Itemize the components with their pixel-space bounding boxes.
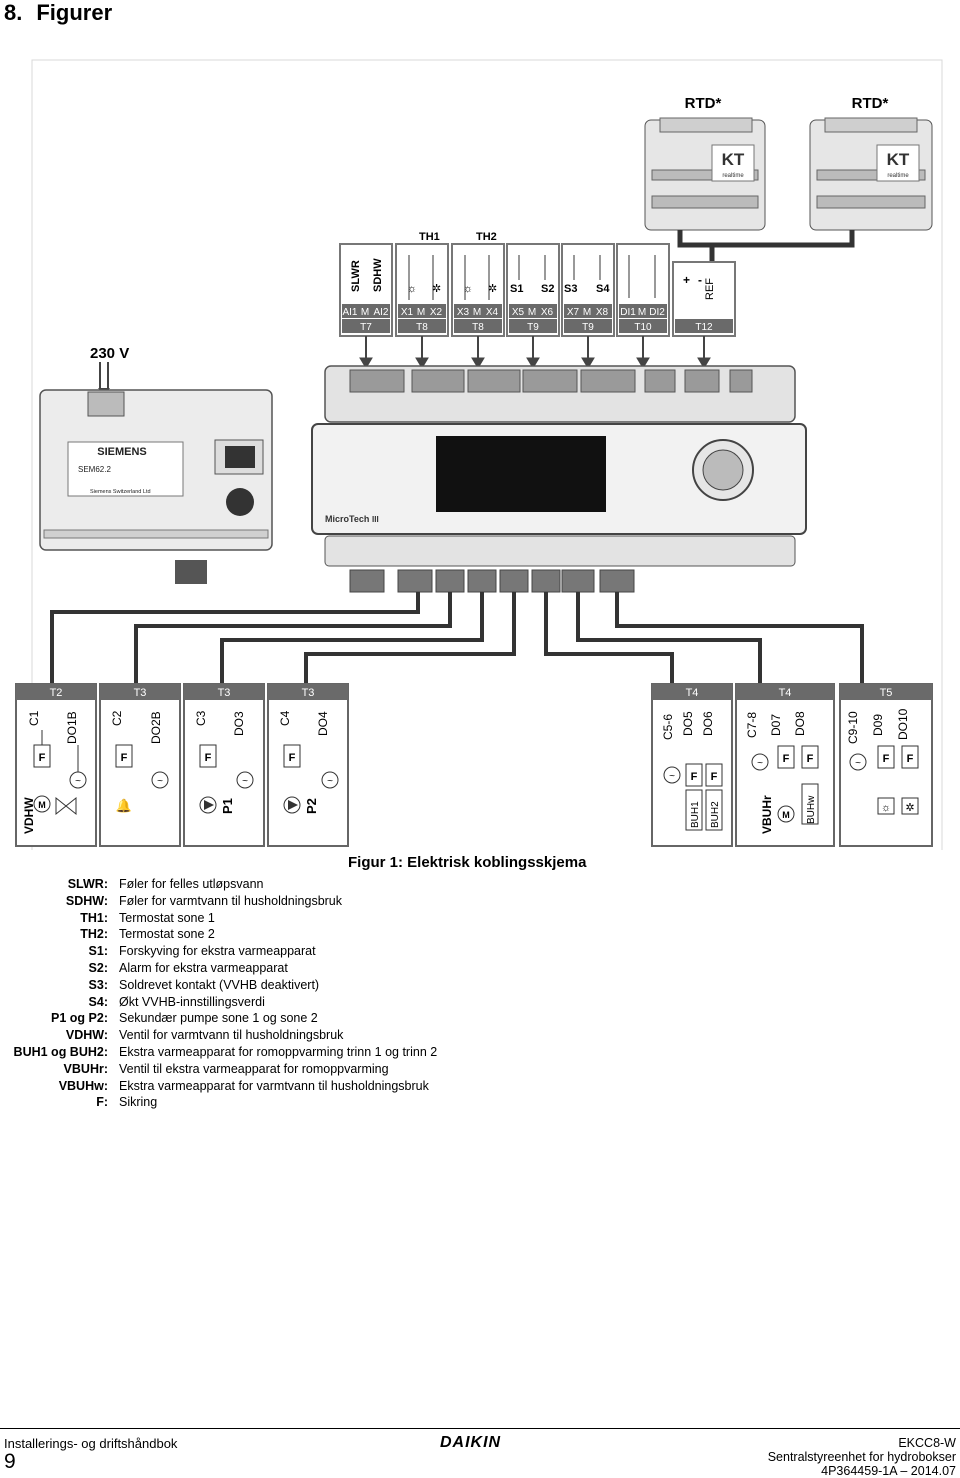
fuse-symbol: F <box>120 752 128 764</box>
legend-abbr: BUH1 og BUH2: <box>13 1044 108 1059</box>
legend-desc: Forskyving for ekstra varmeapparat <box>119 944 316 959</box>
module-t3-p2 <box>268 684 348 846</box>
legend-desc: Termostat sone 1 <box>119 910 215 925</box>
legend <box>0 876 437 1111</box>
microtech-label: MicroTech <box>325 514 370 524</box>
legend-desc: Føler for varmtvann til husholdningsbruk <box>119 893 343 908</box>
terminal-b: DO3 <box>232 711 246 736</box>
legend-desc: Føler for felles utløpsvann <box>119 877 264 891</box>
load-buhw: BUHw <box>806 795 817 824</box>
module-t4-vbuhr <box>736 684 834 846</box>
siemens-footer: Siemens Switzerland Ltd <box>90 489 151 495</box>
legend-row <box>0 1094 437 1111</box>
pin-ai1: AI1 <box>342 307 358 318</box>
svg-text:☼: ☼ <box>463 283 474 295</box>
svg-text:~: ~ <box>157 776 163 787</box>
daikin-logo: DAIKIN <box>440 1434 502 1451</box>
terminal-a: C1 <box>27 710 41 726</box>
legend-row <box>0 1078 437 1095</box>
motor-symbol: M <box>38 800 46 810</box>
pin-m: M <box>360 307 370 318</box>
module-t3-c2 <box>100 684 180 846</box>
group-label: T3 <box>133 687 147 699</box>
module-t3-p1 <box>184 684 264 846</box>
group-label: T5 <box>879 687 893 699</box>
group-label: T4 <box>778 687 792 699</box>
terminal-b: D07 <box>769 713 783 736</box>
legend-row <box>0 977 437 994</box>
terminal-t8b <box>452 244 504 336</box>
footer-doc-code: 4P364459-1A – 2014.07 <box>821 1464 956 1478</box>
siemens-brand: SIEMENS <box>97 446 147 458</box>
terminal-t7 <box>340 244 392 336</box>
legend-abbr: S3: <box>88 977 108 992</box>
pin-x8: X8 <box>595 307 609 318</box>
load-buh2: BUH2 <box>710 801 721 828</box>
svg-text:~: ~ <box>75 776 81 787</box>
group-t10: T10 <box>634 322 652 333</box>
ref-label: REF <box>704 278 716 300</box>
terminal-a: C5-6 <box>661 713 675 740</box>
terminal-t10 <box>617 244 669 336</box>
legend-abbr: F: <box>96 1095 108 1110</box>
legend-abbr: VDHW: <box>65 1028 108 1043</box>
s2-label: S2 <box>541 283 555 295</box>
pin-x6: X6 <box>540 307 554 318</box>
legend-desc: Ventil for varmtvann til husholdningsbruk <box>119 1028 344 1043</box>
s3-label: S3 <box>564 283 578 295</box>
svg-text:✲: ✲ <box>488 283 498 295</box>
svg-text:~: ~ <box>855 758 861 769</box>
pin-x5: X5 <box>511 307 525 318</box>
side-label: VDHW <box>22 797 36 834</box>
terminal-b: D09 <box>871 713 885 736</box>
pin-m: M <box>582 307 592 318</box>
legend-row <box>0 1044 437 1061</box>
legend-desc: Ventil til ekstra varmeapparat for romoppvarming <box>119 1061 389 1076</box>
motor-symbol: M <box>782 810 790 820</box>
legend-abbr: VBUHr: <box>63 1061 108 1076</box>
terminal-a: C9-10 <box>846 711 860 744</box>
fuse-symbol: F <box>710 771 718 783</box>
terminal-b: DO5 <box>681 711 695 736</box>
module-t2-vdhw <box>16 684 96 846</box>
fuse-symbol: F <box>906 753 914 765</box>
terminal-a: C3 <box>194 710 208 726</box>
microtech-controller <box>312 366 806 592</box>
group-label: T2 <box>49 687 63 699</box>
bell-icon: 🔔 <box>115 798 133 813</box>
legend-abbr: TH2: <box>80 927 108 942</box>
group-t9: T9 <box>527 322 539 333</box>
sdhw-label: SDHW <box>372 258 384 292</box>
legend-row <box>0 893 437 910</box>
module-t4-buh <box>652 684 732 846</box>
legend-desc: Ekstra varmeapparat for romoppvarming trinn 1 og trinn 2 <box>119 1044 438 1059</box>
pin-x3: X3 <box>456 307 470 318</box>
rtd-label-1: RTD* <box>684 95 722 112</box>
group-label: T3 <box>217 687 231 699</box>
section-title: Figurer <box>36 0 113 25</box>
fuse-symbol: F <box>38 752 46 764</box>
section-number: 8. <box>4 0 23 25</box>
plus-label: + <box>683 273 691 287</box>
fuse-symbol: F <box>782 753 790 765</box>
s4-label: S4 <box>596 283 610 295</box>
legend-abbr: S2: <box>88 960 108 975</box>
pin-ai2: AI2 <box>373 307 389 318</box>
legend-row <box>0 1061 437 1078</box>
th1-label: TH1 <box>419 231 440 243</box>
legend-desc: Ekstra varmeapparat for varmtvann til husholdningsbruk <box>119 1078 429 1093</box>
group-t12: T12 <box>695 322 713 333</box>
footer-model: EKCC8-W <box>898 1436 956 1450</box>
fuse-symbol: F <box>882 753 890 765</box>
sun-icon: ☼ <box>880 802 892 814</box>
pin-x1: X1 <box>400 307 414 318</box>
pin-m: M <box>472 307 482 318</box>
footer-product-info <box>768 1436 956 1478</box>
footer-product: Sentralstyreenhet for hydrobokser <box>767 1450 956 1464</box>
group-label: T4 <box>685 687 699 699</box>
figure-caption: Figur 1: Elektrisk koblingsskjema <box>348 854 587 871</box>
legend-desc: Alarm for ekstra varmeapparat <box>119 960 288 975</box>
pin-x2: X2 <box>429 307 443 318</box>
legend-abbr: VBUHw: <box>58 1078 108 1093</box>
terminal-a: C4 <box>278 710 292 726</box>
rtd-brand-1: realtime <box>722 173 744 179</box>
legend-row <box>0 960 437 977</box>
legend-abbr: S1: <box>88 944 108 959</box>
footer-manual-title: Installerings- og driftshåndbok <box>4 1436 178 1451</box>
terminal-a: C2 <box>110 710 124 726</box>
svg-text:☼: ☼ <box>407 283 418 295</box>
legend-row <box>0 994 437 1011</box>
siemens-model: SEM62.2 <box>78 465 111 474</box>
power-label: 230 V <box>90 345 130 362</box>
pin-m: M <box>416 307 426 318</box>
terminal-t12 <box>673 262 735 336</box>
terminal-c: DO6 <box>701 711 715 736</box>
pin-di2: DI2 <box>649 307 665 318</box>
legend-abbr: S4: <box>88 994 108 1009</box>
pin-x4: X4 <box>485 307 499 318</box>
svg-text:KT: KT <box>721 150 745 169</box>
load-label: P2 <box>304 798 319 814</box>
legend-desc: Sekundær pumpe sone 1 og sone 2 <box>119 1011 318 1026</box>
pin-di1: DI1 <box>620 307 636 318</box>
microtech-suffix: III <box>372 515 379 524</box>
legend-row <box>0 1010 437 1027</box>
legend-desc: Økt VVHB-innstillingsverdi <box>119 994 265 1009</box>
legend-abbr: SDHW: <box>65 893 108 908</box>
terminal-b: DO1B <box>65 711 79 744</box>
fuse-symbol: F <box>690 771 698 783</box>
svg-text:~: ~ <box>242 776 248 787</box>
module-t5 <box>840 684 932 846</box>
legend-desc: Soldrevet kontakt (VVHB deaktivert) <box>119 977 320 992</box>
legend-row <box>0 943 437 960</box>
snowflake-icon: ✲ <box>905 802 915 814</box>
pin-x7: X7 <box>566 307 580 318</box>
terminal-t9b <box>562 244 614 336</box>
th2-label: TH2 <box>476 231 497 243</box>
group-t9: T9 <box>582 322 594 333</box>
pin-m: M <box>527 307 537 318</box>
svg-text:KT: KT <box>886 150 910 169</box>
svg-text:~: ~ <box>757 758 763 769</box>
slwr-label: SLWR <box>350 260 362 292</box>
terminal-c: DO10 <box>896 708 910 740</box>
legend-row <box>0 926 437 943</box>
fuse-symbol: F <box>806 753 814 765</box>
rtd-label-2: RTD* <box>851 95 889 112</box>
group-t7: T7 <box>360 322 372 333</box>
svg-text:✲: ✲ <box>432 283 442 295</box>
footer-divider <box>0 1428 960 1429</box>
terminal-t8a <box>396 244 448 336</box>
fuse-symbol: F <box>204 752 212 764</box>
legend-row <box>0 910 437 927</box>
terminal-a: C7-8 <box>745 711 759 738</box>
terminal-b: DO2B <box>149 711 163 744</box>
fuse-symbol: F <box>288 752 296 764</box>
legend-row <box>0 1027 437 1044</box>
s1-label: S1 <box>510 283 524 295</box>
group-label: T3 <box>301 687 315 699</box>
page-number: 9 <box>4 1450 16 1473</box>
terminal-b: DO4 <box>316 711 330 736</box>
rtd-brand-2: realtime <box>887 173 909 179</box>
legend-abbr: P1 og P2: <box>51 1011 108 1026</box>
minus-label: - <box>698 273 702 287</box>
pin-m: M <box>637 307 647 318</box>
legend-row <box>0 876 437 893</box>
load-label: P1 <box>220 798 235 814</box>
group-t8: T8 <box>416 322 428 333</box>
load-buh1: BUH1 <box>690 801 701 828</box>
legend-desc: Termostat sone 2 <box>119 927 215 942</box>
terminal-t9a <box>507 244 559 336</box>
side-label: VBUHr <box>760 795 774 834</box>
svg-text:~: ~ <box>327 776 333 787</box>
legend-abbr: SLWR: <box>67 877 108 891</box>
legend-abbr: TH1: <box>80 910 108 925</box>
group-t8: T8 <box>472 322 484 333</box>
legend-desc: Sikring <box>119 1095 158 1110</box>
svg-text:~: ~ <box>669 771 675 782</box>
terminal-c: DO8 <box>793 711 807 736</box>
